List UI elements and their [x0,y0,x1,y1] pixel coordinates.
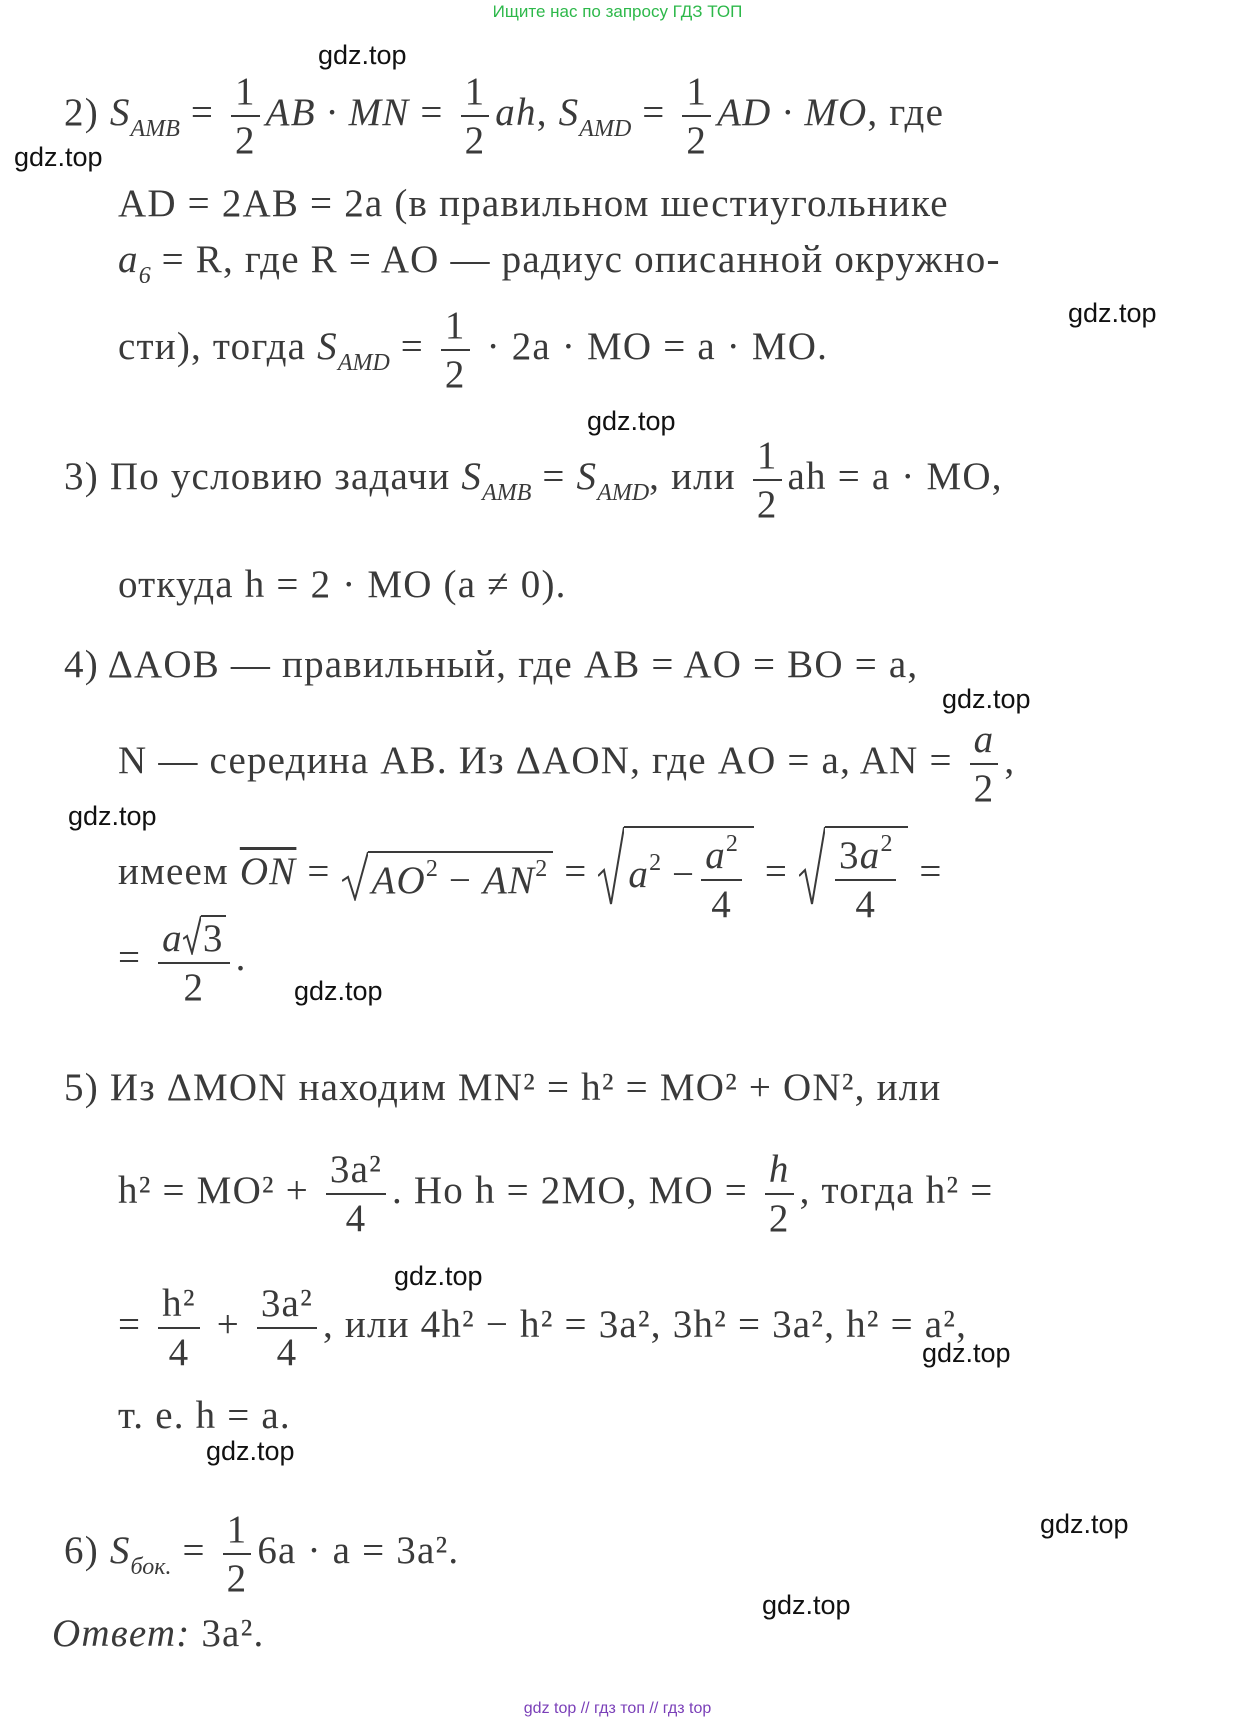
watermark: gdz.top [1068,298,1157,328]
watermark: gdz.top [394,1261,483,1291]
watermark: gdz.top [942,684,1031,714]
fraction-one-half: $\frac{1}{2}$ [223,1510,252,1598]
step-4-line-1: 4) ΔAOB — правильный, где AB = AO = BO = a, [64,643,919,686]
step-5-line-3: = $\frac{\text{h²}}{4}$ + $\frac{\text{3a²}}{4}$ , или 4h² − h² = 3a², 3h² = 3a², h² = a², [118,1282,968,1374]
step-4-line-4: = a 3 2 . [118,917,247,1009]
step-2-line-2: AD = 2AB = 2a (в правильном шестиугольнике [118,182,949,225]
fraction-one-half: $\frac{1}{2}$ [753,436,782,524]
fraction-one-half: $\frac{1}{2}$ [682,72,711,160]
fraction-one-half: $\frac{1}{2}$ [441,306,470,394]
watermark: gdz.top [294,976,383,1006]
fraction-a2-over-4: $\frac{a^2}{4}$ [701,832,742,924]
watermark: gdz.top [318,40,407,70]
step-5-line-4: т. е. h = a. [118,1394,291,1437]
step-3-line-2: откуда h = 2 · MO (a ≠ 0). [118,563,567,606]
watermark: gdz.top [587,406,676,436]
step-2-line-1: 2) $S_{AMB}$ = $\frac{1}{2}$ AB · MN = $\frac{1}{2}$ ah, $S_{AMD}$ = $\frac{1}{2}$ AD · MO, где [64,70,945,162]
watermark: gdz.top [1040,1509,1129,1539]
fraction-one-half: $\frac{1}{2}$ [461,72,490,160]
top-banner[interactable]: Ищите нас по запросу ГДЗ ТОП [492,2,743,21]
answer-line [52,1614,264,1653]
step-4-line-3: имеем $\overline{ON}$ = $AO^2 - AN^2$ = $a^2$ − $\frac{a^2}{4}$ = $\frac{3a^2}{4}$ = [118,826,943,924]
fraction-3a2-over-4: $\frac{\text{3a²}}{4}$ [257,1284,317,1372]
watermark: gdz.top [762,1590,851,1620]
fraction-3a2-over-4: $\frac{3a^2}{4}$ [835,832,896,924]
fraction-one-half: $\frac{1}{2}$ [231,72,260,160]
step-2-line-4: сти), тогда $S_{AMD}$ = $\frac{1}{2}$ · 2a · MO = a · MO. [118,304,829,396]
answer-value: 3a². [201,1612,265,1655]
step-2-line-3: $a_6 = R$, где R = AO — радиус описанной окружно- [118,238,1001,289]
footer-links[interactable]: gdz top // гдз топ // гдз top [523,1700,712,1717]
watermark: gdz.top [14,142,103,172]
sqrt-ao2-an2: $AO^2 - AN^2$ [342,851,554,900]
fraction-h-over-2: $\frac{h}{2}$ [765,1150,794,1238]
watermark: gdz.top [68,801,157,831]
sqrt-a2-minus-a2-over-4: $a^2$ − $\frac{a^2}{4}$ [598,826,754,924]
step-5-line-1: 5) Из ΔMON находим MN² = h² = MO² + ON², или [64,1066,942,1109]
step-6-line: 6) $S_{бок.}$ = $\frac{1}{2}$ 6a · a = 3a². [64,1508,460,1600]
fraction-a-over-2: $\frac{a}{2}$ [970,720,999,808]
fraction-a-sqrt3-over-2: a 3 2 [158,915,229,1007]
fraction-3a2-over-4: $\frac{\text{3a²}}{4}$ [326,1150,386,1238]
answer-label: Ответ: [52,1612,191,1655]
sqrt-3: 3 [183,915,226,958]
step-5-line-2: h² = MO² + $\frac{\text{3a²}}{4}$ . Но h = 2MO, MO = $\frac{h}{2}$ , тогда h² = [118,1148,994,1240]
fraction-h2-over-4: $\frac{\text{h²}}{4}$ [158,1284,200,1372]
step-3-line-1: 3) По условию задачи $S_{AMB} = S_{AMD}$, или $\frac{1}{2}$ ah = a · MO, [64,434,1003,526]
step-4-line-2: N — середина AB. Из ΔAON, где AO = a, AN = $\frac{a}{2}$ , [118,718,1016,810]
sqrt-3a2-over-4 [799,826,908,924]
watermark: gdz.top [206,1436,295,1466]
watermark: gdz.top [922,1338,1011,1368]
